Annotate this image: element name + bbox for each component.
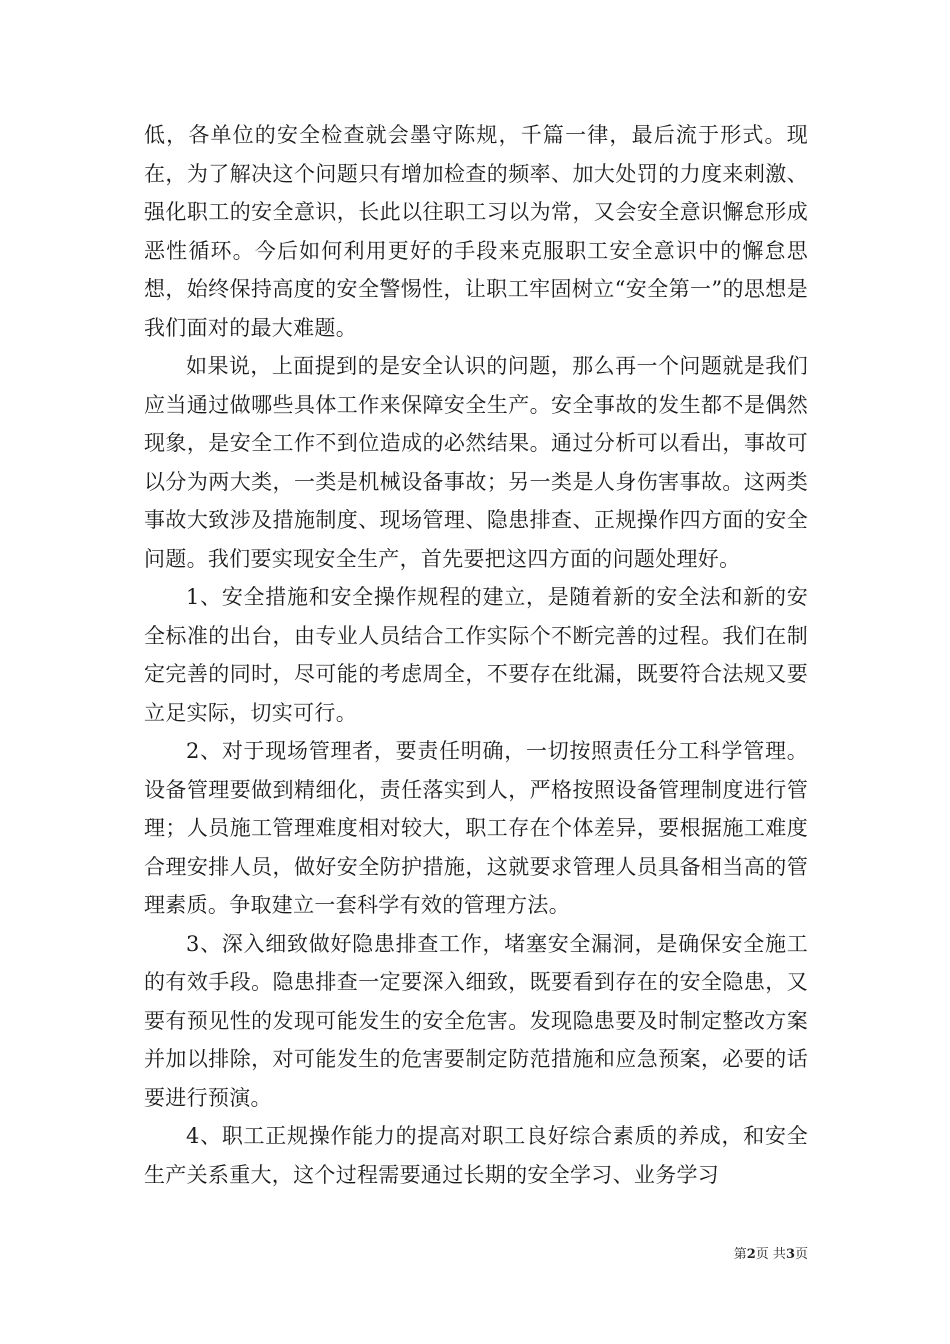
paragraph-item-3: 3、深入细致做好隐患排查工作，堵塞安全漏洞，是确保安全施工的有效手段。隐患排查一定要深入细致，既要看到存在的安全隐患，又要有预见性的发现可能发生的安全危害。发现隐患要及时制定整改方案并加以排除，对可能发生的危害要制定防范措施和应急预案，必要的话要进行预演。 — [144, 931, 808, 1110]
paragraph-item-1: 1、安全措施和安全操作规程的建立，是随着新的安全法和新的安全标准的出台，由专业人员结合工作实际个不断完善的过程。我们在制定完善的同时，尽可能的考虑周全，不要存在纰漏，既要符合法规又要立足实际，切实可行。 — [144, 585, 808, 725]
document-body — [144, 116, 808, 1194]
paragraph-safety-work: 如果说，上面提到的是安全认识的问题，那么再一个问题就是我们应当通过做哪些具体工作来保障安全生产。安全事故的发生都不是偶然现象，是安全工作不到位造成的必然结果。通过分析可以看出，事故可以分为两大类，一类是机械设备事故；另一类是人身伤害事故。这两类事故大致涉及措施制度、现场管理、隐患排查、正规操作四方面的安全问题。我们要实现安全生产，首先要把这四方面的问题处理好。 — [144, 354, 808, 571]
footer-suffix: 页 — [794, 1247, 808, 1262]
paragraph-item-4: 4、职工正规操作能力的提高对职工良好综合素质的养成，和安全生产关系重大，这个过程需要通过长期的安全学习、业务学习 — [144, 1124, 808, 1187]
footer-middle: 页 共 — [755, 1247, 786, 1262]
total-pages-number: 3 — [785, 1247, 795, 1262]
footer-prefix: 第 — [733, 1247, 747, 1262]
current-page-number: 2 — [746, 1247, 756, 1262]
paragraph-item-2: 2、对于现场管理者，要责任明确，一切按照责任分工科学管理。设备管理要做到精细化，责任落实到人，严格按照设备管理制度进行管理；人员施工管理难度相对较大，职工存在个体差异，要根据施工难度合理安排人员，做好安全防护措施，这就要求管理人员具备相当高的管理素质。争取建立一套科学有效的管理方法。 — [144, 739, 808, 917]
paragraph-continuation: 低，各单位的安全检查就会墨守陈规，千篇一律，最后流于形式。现在，为了解决这个问题只有增加检查的频率、加大处罚的力度来刺激、强化职工的安全意识，长此以往职工习以为常，又会安全意识懈怠形成恶性循环。今后如何利用更好的手段来克服职工安全意识中的懈怠思想，始终保持高度的安全警惕性，让职工牢固树立“安全第一”的思想是我们面对的最大难题。 — [144, 123, 808, 340]
page-number-footer — [700, 1246, 808, 1264]
